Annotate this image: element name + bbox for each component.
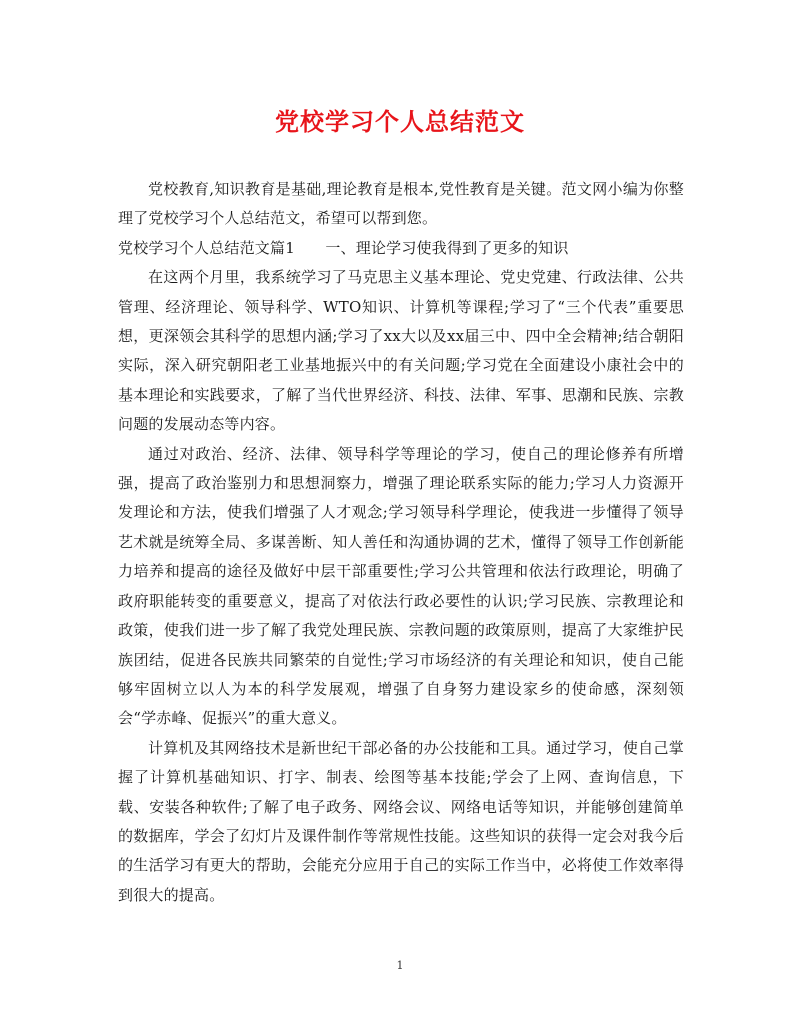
body-paragraph-study-content: 在这两个月里，我系统学习了马克思主义基本理论、党史党建、行政法律、公共管理、经济理论、领导科学、WTO知识、计算机等课程;学习了“三个代表”重要思想，更深领会其科学的思想内涵;学习了xx大以及xx届三中、四中全会精神;结合朝阳实际，深入研究朝阳老工业基地振兴中的有关问题;学习党在全面建设小康社会中的基本理论和实践要求，了解了当代世界经济、科技、法律、军事、思潮和民族、宗教问题的发展动态等内容。 [118,268,684,434]
body-paragraph-computer-skills: 计算机及其网络技术是新世纪干部必备的办公技能和工具。通过学习，使自己掌握了计算机基础知识、打字、制表、绘图等基本技能;学会了上网、查询信息，下载、安装各种软件;了解了电子政务、网络会议、网络电话等知识，并能够创建简单的数据库，学会了幻灯片及课件制作等常规性技能。这些知识的获得一定会对我今后的生活学习有更大的帮助，会能充分应用于自己的实际工作当中，必将使工作效率得到很大的提高。 [118,738,684,904]
section-heading-line: 党校学习个人总结范文篇1 一、理论学习使我得到了更多的知识 [118,238,569,257]
page-number: 1 [396,959,404,972]
body-paragraph-theory-learning: 通过对政治、经济、法律、领导科学等理论的学习，使自己的理论修养有所增强，提高了政治鉴别力和思想洞察力，增强了理论联系实际的能力;学习人力资源开发理论和方法，使我们增强了人才观念;学习领导科学理论，使我进一步懂得了领导艺术就是统筹全局、多谋善断、知人善任和沟通协调的艺术，懂得了领导工作创新能力培养和提高的途径及做好中层干部重要性;学习公共管理和依法行政理论，明确了政府职能转变的重要意义，提高了对依法行政必要性的认识;学习民族、宗教理论和政策，使我们进一步了解了我党处理民族、宗教问题的政策原则，提高了大家维护民族团结，促进各民族共同繁荣的自觉性;学习市场经济的有关理论和知识，使自己能够牢固树立以人为本的科学发展观，增强了自身努力建设家乡的使命感，深刻领会“学赤峰、促振兴”的重大意义。 [118,444,684,728]
intro-paragraph: 党校教育,知识教育是基础,理论教育是根本,党性教育是关键。范文网小编为你整理了党校学习个人总结范文，希望可以帮到您。 [118,180,684,228]
document-title: 党校学习个人总结范文 [275,107,525,136]
document-body [118,175,684,910]
